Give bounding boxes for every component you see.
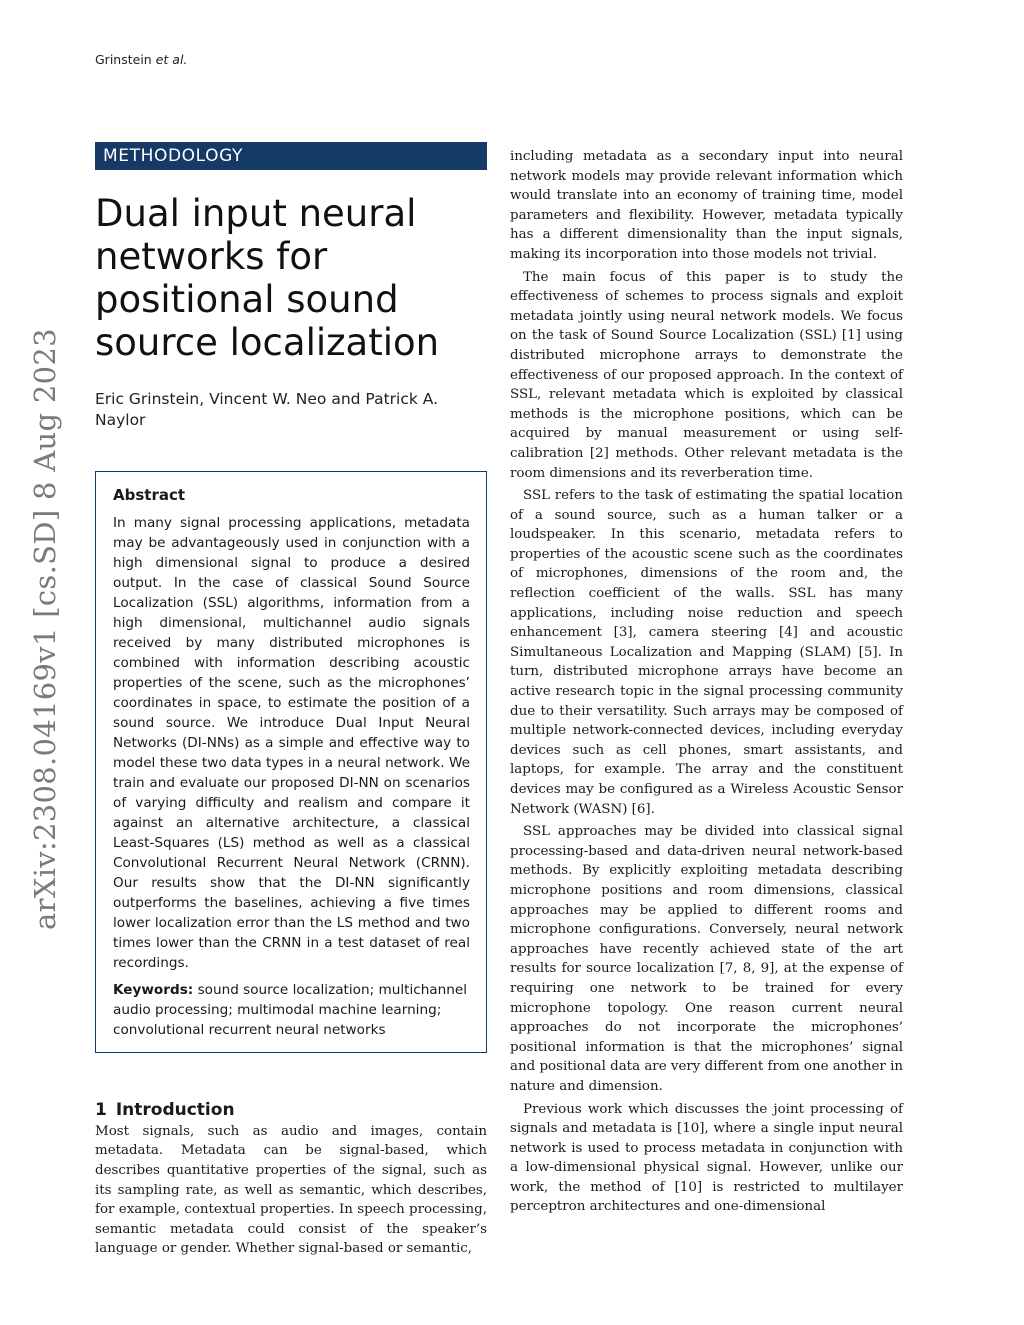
abstract-heading: Abstract — [113, 485, 186, 504]
arxiv-identifier: arXiv:2308.04169v1 [cs.SD] 8 Aug 2023 — [28, 328, 62, 930]
body-paragraph: SSL approaches may be divided into classical signal processing-based and data-driven neural network-based methods. By explicitly exploiting metadata describing microphone positions and room dimensions, classical approaches may be applied to different rooms and microphone configurations. Conversely, neural network approaches have recently achieved state of the art results for source localization [7, 8, 9], at the expense of requiring one network to be trained for every microphone topology. One reason current neural approaches do not incorporate the microphones’ positional information is that the microphones’ signal and positional data are very different from one another in nature and dimension. — [510, 824, 903, 1094]
keywords — [113, 980, 470, 1040]
introduction-paragraph: Most signals, such as audio and images, contain metadata. Metadata can be signal-based, which describes quantitative properties of the signal, such as its sampling rate, as well as semantic, which describes, for example, contextual properties. In speech processing, semantic metadata could consist of the speaker’s language or gender. Whether signal-based or semantic, — [95, 1123, 487, 1257]
body-paragraph: Previous work which discusses the joint processing of signals and metadata is [10], where a single input neural network is used to process metadata in conjunction with a low-dimensional physical signal. However, unlike our work, the method of [10] is restricted to multilayer perceptron architectures and one-dimensional — [510, 1101, 903, 1215]
body-paragraph: including metadata as a secondary input into neural network models may provide relevant information which would translate into an economy of training time, model parameters and flexibility. However, metadata typically has a different dimensionality than the input signals, making its incorporation into those models not trivial. — [510, 149, 903, 262]
paper-title: Dual input neural networks for positional sound source localization — [95, 192, 440, 364]
abstract-box — [95, 471, 487, 1053]
running-head-author: Grinstein — [95, 52, 152, 67]
running-head — [95, 52, 187, 67]
section-title: Introduction — [115, 1099, 235, 1120]
abstract-text: In many signal processing applications, metadata may be advantageously used in conjunction with a high dimensional signal to produce a desired output. In the case of classical Sound Source Localization (SSL) algorithms, information from a high dimensional, multichannel audio signals received by many distributed microphones is combined with information describing acoustic properties of the scene, such as the microphones’ coordinates in space, to estimate the position of a sound source. We introduce Dual Input Neural Networks (DI-NNs) as a simple and effective way to model these two data types in a neural network. We train and evaluate our proposed DI-NN on scenarios of varying difficulty and realism and compare it against an alternative architecture, a classical Least-Squares (LS) method as well as a classical Convolutional Recurrent Neural Network (CRNN). Our results show that the DI-NN significantly outperforms the baselines, achieving a five times lower localization error than the LS method and two times lower than the CRNN in a test dataset of real recordings. — [113, 514, 470, 971]
body-paragraph: The main focus of this paper is to study the effectiveness of schemes to process signals and exploit metadata jointly using neural network models. We focus on the task of Sound Source Localization (SSL) [1] using distributed microphone arrays to demonstrate the effectiveness of our proposed approach. In the context of SSL, relevant metadata which is exploited by classical methods is the microphone positions, which can be acquired by manual measurement or using self-calibration [2] methods. Other relevant metadata is the room dimensions and its reverberation time. — [510, 269, 903, 481]
author-list: Eric Grinstein, Vincent W. Neo and Patrick A. Naylor — [95, 389, 439, 429]
keywords-text: sound source localization; multichannel audio processing; multimodal machine learning; convolutional recurrent neural networks — [113, 981, 468, 1038]
right-column — [510, 147, 903, 1217]
category-banner: METHODOLOGY — [95, 142, 487, 170]
running-head-etal: et al. — [155, 52, 188, 67]
body-paragraph: SSL refers to the task of estimating the spatial location of a sound source, such as a human talker or a loudspeaker. In this scenario, metadata refers to properties of the acoustic scene such as the coordinates of microphones, dimensions of the room and, the reflection coefficient of the walls. SSL has many applications, including noise reduction and speech enhancement [3], camera steering [4] and acoustic Simultaneous Localization and Mapping (SLAM) [5]. In turn, distributed microphone arrays have become an active research topic in the signal processing community due to their versatility. Such arrays may be composed of multiple network-connected devices, including everyday devices such as cell phones, smart assistants, and laptops, for example. The array and the constituent devices may be configured as a Wireless Acoustic Sensor Network (WASN) [6]. — [510, 488, 903, 817]
keywords-label: Keywords: — [113, 981, 194, 998]
section-number: 1 — [95, 1099, 107, 1120]
left-column — [95, 142, 487, 1259]
section-heading-introduction — [95, 1100, 487, 1120]
